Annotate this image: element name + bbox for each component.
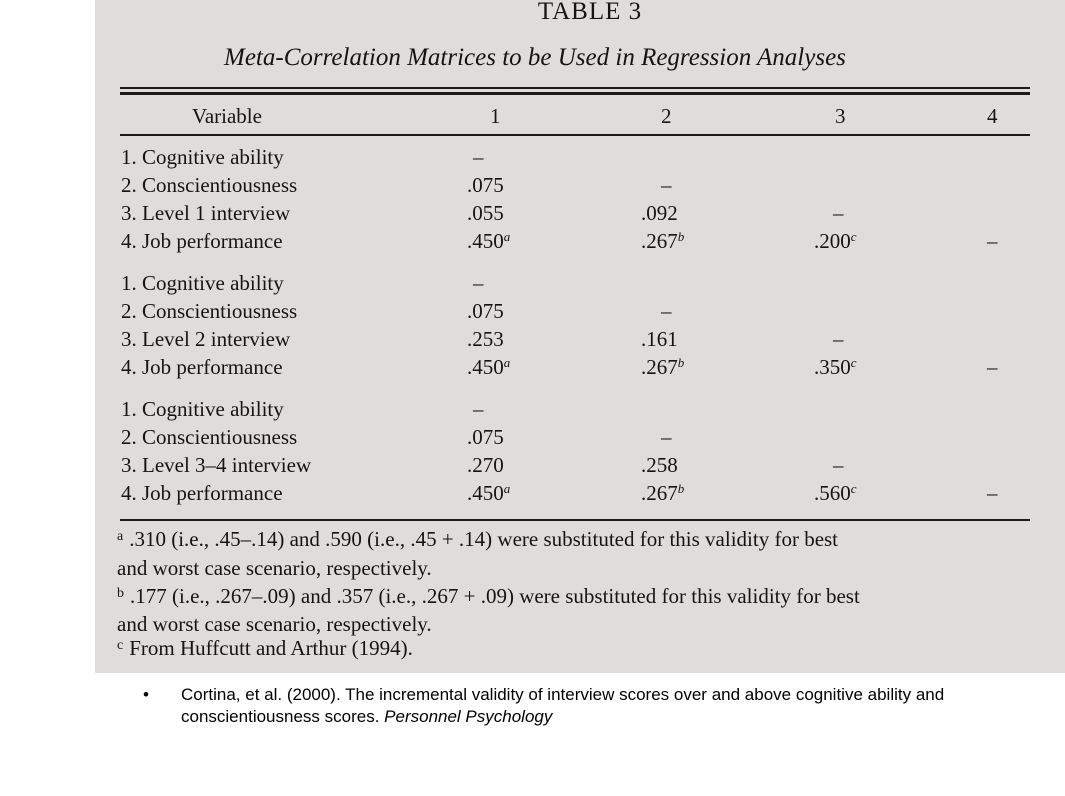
footnote-ref: a [503, 355, 511, 370]
corr-cell-1-value: .055 [467, 201, 504, 225]
table-row [95, 299, 1065, 325]
footnote-text: .310 (i.e., .45–.14) and .590 (i.e., .45 + .14) were substituted for this validity for best [129, 527, 839, 551]
footnote-mark: b [117, 586, 124, 601]
variable-cell [121, 271, 284, 296]
corr-cell-2-value: .267 [641, 229, 678, 253]
corr-cell-4 [987, 481, 998, 506]
corr-cell-1-value: .075 [467, 299, 504, 323]
corr-cell-3 [814, 355, 857, 380]
variable-cell [121, 327, 290, 352]
top-rule-thick [120, 92, 1030, 95]
footnote-a-cont: and worst case scenario, respectively. [117, 556, 432, 580]
header-col-2: 2 [661, 104, 672, 128]
corr-cell-1 [467, 425, 504, 450]
corr-cell-1 [467, 299, 504, 324]
bottom-rule [120, 519, 1030, 521]
corr-cell-2 [661, 173, 672, 198]
variable-cell-value: 1. Cognitive ability [121, 271, 284, 295]
header-col-1: 1 [490, 104, 501, 128]
table-caption: Meta-Correlation Matrices to be Used in Regression Analyses [224, 44, 846, 71]
variable-cell [121, 425, 297, 450]
variable-cell [121, 397, 284, 422]
table-row [95, 397, 1065, 423]
corr-cell-1-value: .075 [467, 425, 504, 449]
variable-cell-value: 3. Level 2 interview [121, 327, 291, 351]
corr-cell-2-value: – [661, 425, 672, 449]
footnote-ref: c [850, 229, 857, 244]
corr-cell-3 [833, 201, 844, 226]
table-row [95, 229, 1065, 255]
corr-cell-3-value: .350 [814, 355, 851, 379]
header-variable: Variable [192, 104, 262, 128]
bullet-icon: • [143, 685, 149, 704]
corr-cell-3-value: – [833, 327, 844, 351]
footnote-ref: b [677, 355, 685, 370]
variable-cell-value: 4. Job performance [121, 355, 283, 379]
corr-cell-1 [467, 229, 510, 254]
footnote-ref: c [850, 355, 857, 370]
table-row [95, 327, 1065, 353]
footnote-text: From Huffcutt and Arthur (1994). [129, 636, 413, 660]
corr-cell-1-value: .450 [467, 355, 504, 379]
corr-cell-1 [467, 173, 504, 198]
corr-cell-2 [641, 201, 678, 226]
footnote-a [117, 527, 838, 552]
footnote-ref: a [503, 229, 511, 244]
corr-cell-2 [661, 425, 672, 450]
corr-cell-2 [641, 229, 684, 254]
corr-cell-3-value: – [833, 201, 844, 225]
corr-cell-3-value: .560 [814, 481, 851, 505]
variable-cell [121, 481, 283, 506]
corr-cell-1-value: – [473, 145, 484, 169]
variable-cell-value: 4. Job performance [121, 481, 283, 505]
footnote-mark: a [117, 529, 124, 544]
table-row [95, 201, 1065, 227]
corr-cell-4-value: – [987, 355, 998, 379]
header-col-4: 4 [987, 104, 998, 128]
table-row [95, 425, 1065, 451]
footnote-mark: c [117, 638, 124, 653]
corr-cell-1 [473, 271, 484, 296]
variable-cell-value: 2. Conscientiousness [121, 173, 298, 197]
variable-cell-value: 2. Conscientiousness [121, 425, 298, 449]
corr-cell-1-value: – [473, 397, 484, 421]
scanned-table-image [95, 0, 1065, 673]
footnote-ref: a [503, 481, 511, 496]
corr-cell-3 [833, 327, 844, 352]
variable-cell [121, 173, 297, 198]
corr-cell-2-value: .267 [641, 481, 678, 505]
footnote-ref: b [677, 481, 685, 496]
variable-cell-value: 1. Cognitive ability [121, 145, 284, 169]
corr-cell-2-value: .258 [641, 453, 678, 477]
variable-cell [121, 201, 290, 226]
corr-cell-4 [987, 355, 998, 380]
variable-cell [121, 145, 284, 170]
variable-cell-value: 2. Conscientiousness [121, 299, 298, 323]
footnote-ref: b [677, 229, 685, 244]
journal-name: Personnel Psychology [384, 707, 553, 726]
citation-text [181, 684, 981, 728]
variable-cell [121, 229, 283, 254]
footnote-b-cont: and worst case scenario, respectively. [117, 612, 432, 636]
header-rule [120, 134, 1030, 136]
corr-cell-2 [641, 481, 684, 506]
footnote-b [117, 584, 860, 609]
variable-cell [121, 453, 311, 478]
table-row [95, 481, 1065, 507]
variable-cell [121, 355, 283, 380]
corr-cell-2 [661, 299, 672, 324]
footnote-ref: c [850, 481, 857, 496]
corr-cell-2-value: .092 [641, 201, 678, 225]
corr-cell-1 [467, 327, 504, 352]
variable-cell-value: 3. Level 3–4 interview [121, 453, 312, 477]
table-row [95, 173, 1065, 199]
variable-cell-value: 3. Level 1 interview [121, 201, 291, 225]
variable-cell [121, 299, 297, 324]
corr-cell-4-value: – [987, 481, 998, 505]
corr-cell-2-value: .267 [641, 355, 678, 379]
table-row [95, 355, 1065, 381]
corr-cell-4-value: – [987, 229, 998, 253]
corr-cell-2-value: .161 [641, 327, 678, 351]
top-rule [120, 87, 1030, 89]
corr-cell-4 [987, 229, 998, 254]
table-row [95, 145, 1065, 171]
corr-cell-1-value: .253 [467, 327, 504, 351]
table-row [95, 453, 1065, 479]
corr-cell-1 [467, 481, 510, 506]
header-col-3: 3 [835, 104, 846, 128]
corr-cell-1 [467, 355, 510, 380]
corr-cell-1 [467, 453, 504, 478]
corr-cell-1-value: .450 [467, 481, 504, 505]
corr-cell-1 [473, 397, 484, 422]
corr-cell-3-value: – [833, 453, 844, 477]
corr-cell-1-value: .075 [467, 173, 504, 197]
corr-cell-2-value: – [661, 173, 672, 197]
table-row [95, 271, 1065, 297]
footnote-text: .177 (i.e., .267–.09) and .357 (i.e., .267 + .09) were substituted for this validity for best [130, 584, 860, 608]
corr-cell-3-value: .200 [814, 229, 851, 253]
corr-cell-2 [641, 453, 678, 478]
variable-cell-value: 1. Cognitive ability [121, 397, 284, 421]
corr-cell-3 [814, 229, 857, 254]
corr-cell-1-value: .270 [467, 453, 504, 477]
corr-cell-1-value: .450 [467, 229, 504, 253]
corr-cell-3 [814, 481, 857, 506]
variable-cell-value: 4. Job performance [121, 229, 283, 253]
citation-body: Cortina, et al. (2000). The incremental validity of interview scores over and above cognitive ability and conscientiousness scores. [181, 685, 945, 726]
corr-cell-1-value: – [473, 271, 484, 295]
corr-cell-1 [473, 145, 484, 170]
table-title: TABLE 3 [537, 0, 643, 25]
corr-cell-2-value: – [661, 299, 672, 323]
corr-cell-1 [467, 201, 504, 226]
corr-cell-3 [833, 453, 844, 478]
corr-cell-2 [641, 355, 684, 380]
corr-cell-2 [641, 327, 678, 352]
footnote-c [117, 636, 413, 661]
